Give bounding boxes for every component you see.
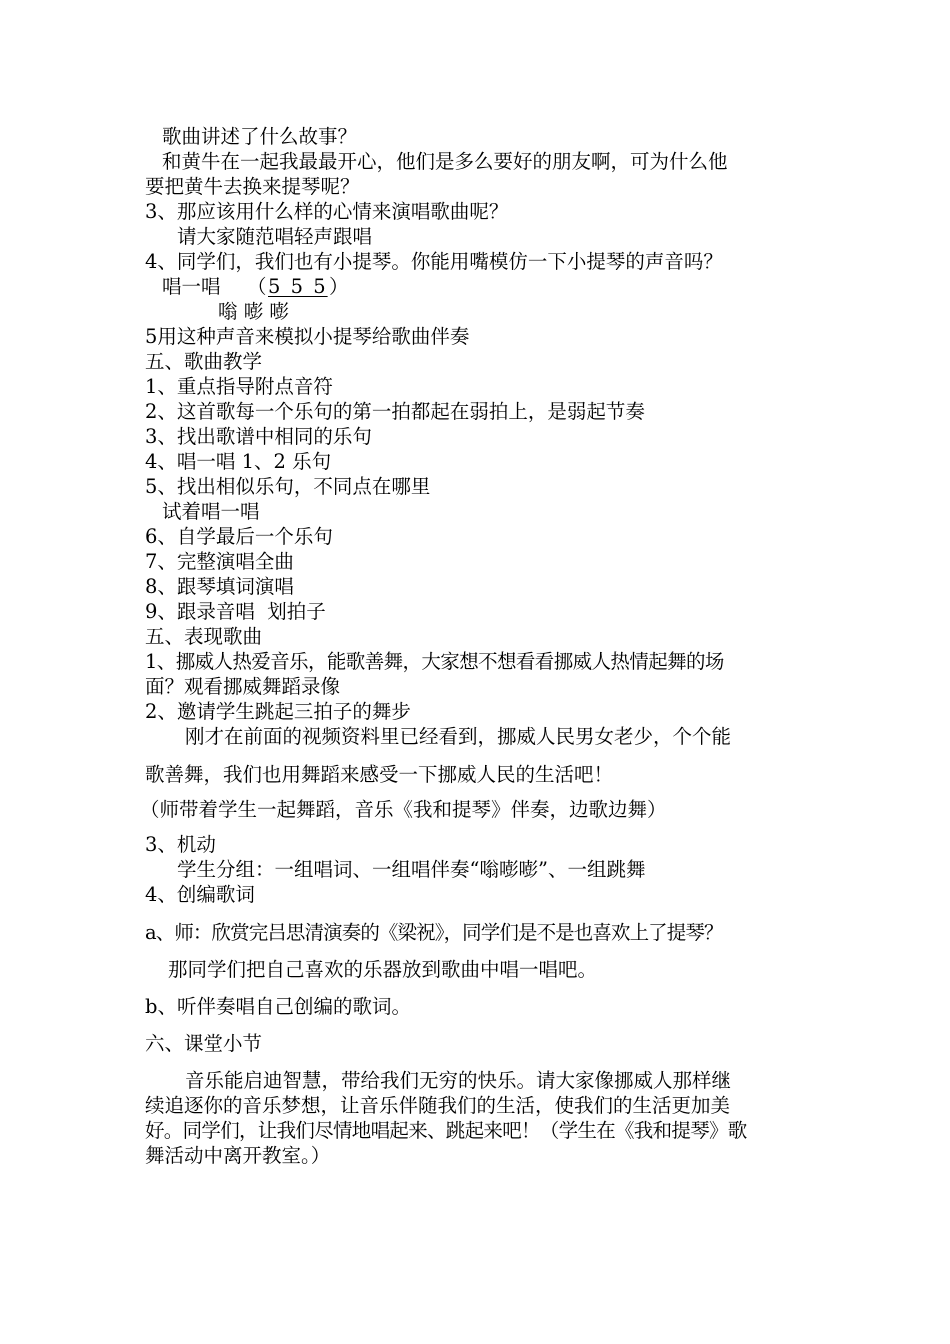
text-line: 舞活动中离开教室。）	[145, 1144, 331, 1167]
text-line: 歌曲讲述了什么故事？	[162, 125, 358, 148]
text-line: 9、跟录音唱 划拍子	[145, 600, 326, 623]
text-line: 嗡 嘭 嘭	[218, 300, 289, 323]
text-line: 唱一唱	[162, 275, 221, 298]
text-line: 和黄牛在一起我最最开心，他们是多么要好的朋友啊，可为什么他	[162, 150, 728, 173]
text-line: （师带着学生一起舞蹈，音乐《我和提琴》伴奏，边歌边舞）	[140, 798, 667, 821]
text-line: 1、重点指导附点音符	[145, 375, 333, 398]
text-line: a、师：欣赏完吕思清演奏的《梁祝》，同学们是不是也喜欢上了提琴？	[145, 921, 723, 944]
text-line: 学生分组：一组唱词、一组唱伴奏“嗡嘭嘭”、一组跳舞	[177, 858, 646, 881]
text-line: 5用这种声音来模拟小提琴给歌曲伴奏	[145, 325, 470, 348]
text-line: b、听伴奏唱自己创编的歌词。	[145, 995, 411, 1018]
text-line: 4、创编歌词	[145, 883, 255, 906]
notation-notes: 5 5 5	[268, 275, 328, 298]
text-line: 4、唱一唱 1、2 乐句	[145, 450, 332, 473]
text-line: 3、那应该用什么样的心情来演唱歌曲呢？	[145, 200, 509, 223]
section-heading: 五、表现歌曲	[145, 625, 263, 648]
text-line: 3、机动	[145, 833, 216, 856]
text-line: 4、同学们，我们也有小提琴。你能用嘴模仿一下小提琴的声音吗？	[145, 250, 723, 273]
text-line: 面？观看挪威舞蹈录像	[145, 675, 341, 698]
text-line: 2、这首歌每一个乐句的第一拍都起在弱拍上，是弱起节奏	[145, 400, 645, 423]
notation-paren-close: ）	[329, 275, 349, 298]
text-line: 1、挪威人热爱音乐，能歌善舞，大家想不想看看挪威人热情起舞的场	[145, 650, 724, 673]
text-line: 好。同学们，让我们尽情地唱起来、跳起来吧！（学生在《我和提琴》歌	[145, 1119, 747, 1142]
notation-paren-open: （	[247, 275, 267, 298]
text-line: 6、自学最后一个乐句	[145, 525, 333, 548]
text-line: 歌善舞，我们也用舞蹈来感受一下挪威人民的生活吧！	[145, 763, 614, 786]
text-line: 试着唱一唱	[162, 500, 260, 523]
text-line: 续追逐你的音乐梦想，让音乐伴随我们的生活，使我们的生活更加美	[145, 1094, 731, 1117]
text-line: 7、完整演唱全曲	[145, 550, 294, 573]
text-line: 2、邀请学生跳起三拍子的舞步	[145, 700, 411, 723]
text-line: 音乐能启迪智慧，带给我们无穷的快乐。请大家像挪威人那样继	[185, 1069, 732, 1092]
text-line: 3、找出歌谱中相同的乐句	[145, 425, 372, 448]
text-line: 那同学们把自己喜欢的乐器放到歌曲中唱一唱吧。	[168, 958, 598, 981]
section-heading: 五、歌曲教学	[145, 350, 263, 373]
text-line: 5、找出相似乐句，不同点在哪里	[145, 475, 431, 498]
text-line: 8、跟琴填词演唱	[145, 575, 294, 598]
section-heading: 六、课堂小节	[145, 1032, 263, 1055]
text-line: 要把黄牛去换来提琴呢？	[145, 175, 360, 198]
text-line: 请大家随范唱轻声跟唱	[177, 225, 373, 248]
text-line: 刚才在前面的视频资料里已经看到，挪威人民男女老少，个个能	[185, 725, 732, 748]
